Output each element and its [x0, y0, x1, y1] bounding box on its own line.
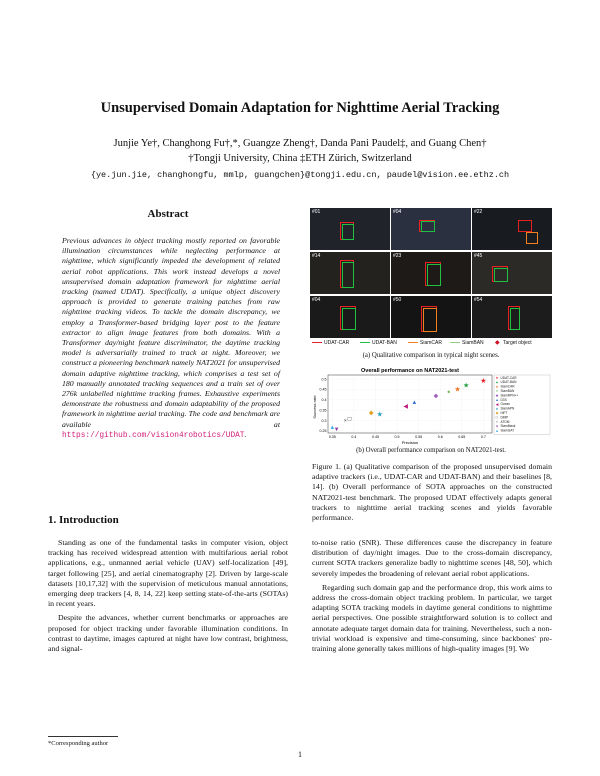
legend-marker: ◆ [495, 393, 499, 398]
frame-label: #50 [393, 297, 402, 303]
frame-tile [310, 296, 390, 338]
frame-label: #22 [474, 209, 483, 215]
frame-label: #04 [393, 209, 402, 215]
page-number: 1 [298, 750, 302, 759]
legend-marker: ▲ [495, 398, 499, 402]
scatter-plot [312, 365, 552, 445]
legend-marker: ◆ [495, 411, 499, 416]
x-axis-label: Precision [401, 440, 419, 445]
code-link[interactable]: https://github.com/vision4robotics/UDAT [62, 431, 245, 440]
x-tick-label: 0.4 [351, 435, 357, 439]
frame-tile [391, 296, 471, 338]
legend-entry: D3S [500, 397, 507, 402]
legend-swatch [450, 342, 460, 343]
frame-tile [472, 252, 552, 294]
frame-label: #23 [393, 253, 402, 259]
legend-label: SiamBAN [462, 340, 484, 346]
legend-entry: SiamAPN [500, 406, 515, 411]
legend-marker: ★ [495, 406, 499, 411]
abstract-body: Previous advances in object tracking mostly reported on favorable illumination circumstances while neglecting performance at nighttime, which significantly impeded the development of related aerial robot applications. This work instead develops a novel unsupervised domain adaptation framework for nighttime aerial tracking (named UDAT). Specifically, a unique object discovery approach is provided to generate training patches from raw nighttime tracking videos. To tackle the domain discrepancy, we employ a Transformer-based bridging layer post to the feature extractor to align image features from both domains. With a Transformer day/night feature discriminator, the daytime tracking model is adversarially trained to track at night. Moreover, we construct a pioneering benchmark namely NAT2021 for unsupervised domain adaptive nighttime tracking, which comprises a test set of 180 manually annotated tracking sequences and a train set of over 276k unlabelled nighttime tracking frames. Exhaustive experiments demonstrate the robustness and domain adaptability of the proposed framework in nighttime aerial tracking. The code and benchmark are available at https://github.com/vision4robotics/UDAT. [62, 236, 280, 440]
introduction-right-column [312, 538, 552, 658]
legend-entry: UDAT-CAR [500, 375, 517, 380]
figure-1-caption: Figure 1. (a) Qualitative comparison of the proposed unsupervised domain adaptive trackers (i.e., UDAT-CAR and UDAT-BAN) and their baselines [8, 14]. (b) Overall performance of SOTA approaches on the constructed NAT2021-test benchmark. The proposed UDAT effectively adapts general trackers to nighttime aerial tracking scenes and yields favorable performance. [312, 462, 552, 523]
legend-marker: ★ [495, 376, 499, 380]
y-tick-label: 0.45 [319, 387, 327, 392]
legend-marker: □ [495, 415, 499, 420]
intro-paragraph-4: Regarding such domain gap and the performance drop, this work aims to address the cross-domain object tracking problem. In particular, we target adapting SOTA tracking models in daytime general conditions to nighttime aerial perspectives. One possible straightforward solution is to collect and annotate adequate target domain data for training. Nevertheless, such a non-trivial workload is expensive and time-consuming, since backbones' pre-training alone generally takes millions of high-quality images [9]. We [312, 582, 552, 654]
legend-label: UDAT-CAR [324, 340, 350, 346]
data-point: ★ [376, 410, 383, 419]
legend-entry: SiamCAR [500, 384, 515, 389]
abstract-text: Previous advances in object tracking mostly reported on favorable illumination circumstances while neglecting performance at nighttime, which significantly impeded the development of related aerial robot applications. This work instead develops a novel unsupervised domain adaptation framework for nighttime aerial tracking (named UDAT). Specifically, a unique object discovery approach is provided to generate training patches from raw nighttime tracking videos. To tackle the domain discrepancy, we employ a Transformer-based bridging layer post to the feature extractor to align image features from both domains. With a Transformer day/night feature discriminator, the daytime tracking model is adversarially trained to track at night. Moreover, we construct a pioneering benchmark namely NAT2021 for unsupervised domain adaptive nighttime tracking, which comprises a test set of 180 manually annotated tracking sequences and a train set of over 276k unlabelled nighttime tracking frames. Exhaustive experiments demonstrate the robustness and domain adaptability of the proposed framework in nighttime aerial tracking. The code and benchmark are available at [62, 236, 280, 429]
legend-marker: ◀ [495, 402, 499, 407]
frame-tile [391, 208, 471, 250]
x-tick-label: 0.7 [480, 435, 486, 439]
legend-marker: ★ [495, 384, 499, 389]
performance-chart [312, 365, 552, 445]
x-tick-label: 0.65 [458, 435, 466, 439]
legend-marker: ▼ [495, 424, 499, 429]
frame-label: #04 [312, 297, 321, 303]
affiliations: †Tongji University, China ‡ETH Zürich, Switzerland [188, 153, 412, 164]
frame-tile [310, 208, 390, 250]
x-tick-label: 0.5 [394, 435, 400, 439]
legend-label: Target object [503, 340, 532, 346]
legend-marker: × [495, 420, 499, 424]
legend-entry: UDAT-BAN [500, 380, 517, 385]
legend-entry: SiamGAT [500, 428, 515, 433]
x-tick-label: 0.55 [415, 435, 423, 439]
y-tick-label: 0.25 [319, 429, 327, 434]
frame-label: #45 [474, 253, 483, 259]
subcaption-b: (b) Overall performance comparison on NAT2021-test. [356, 447, 506, 454]
frame-label: #54 [474, 297, 483, 303]
intro-paragraph-3: to-noise ratio (SNR). These differences cause the discrepancy in feature distribution of day/night images. Due to the cross-domain discrepancy, current SOTA trackers generalize badly to nighttime scenes [48, 50], which severely impedes the broadening of relevant aerial robot applications. [312, 538, 552, 578]
legend-entry: DiMP [500, 415, 509, 420]
legend-entry: SiamMask [500, 424, 516, 429]
y-tick-label: 0.3 [321, 418, 327, 423]
legend-swatch [408, 342, 418, 343]
data-point: ● [447, 389, 451, 396]
legend-swatch [360, 342, 370, 343]
data-point: × [343, 418, 347, 425]
data-point: ★ [454, 385, 461, 394]
data-point: ▲ [329, 424, 336, 431]
data-point: ▼ [333, 426, 340, 433]
abstract-heading: Abstract [147, 208, 189, 220]
chart-title: Overall performance on NAT2021-test [360, 368, 460, 374]
y-tick-label: 0.35 [319, 408, 327, 413]
legend-entry: SiamBAN [500, 389, 515, 393]
data-point: ★ [462, 381, 470, 390]
footnote-divider [48, 736, 118, 737]
y-tick-label: 0.5 [321, 377, 327, 382]
data-point: ◆ [368, 410, 374, 417]
x-tick-label: 0.45 [371, 435, 379, 439]
y-tick-label: 0.4 [321, 398, 327, 403]
legend-label: SiamCAR [420, 340, 442, 346]
intro-paragraph-1: Standing as one of the fundamental tasks in computer vision, object tracking has received widespread attention with multifarious aerial robot applications, e.g., unmanned aerial vehicle (UAV) self-localization [49], target following [25], and aerial cinematography [2]. Driven by large-scale datasets [10,17,32] with the supervision of meticulous manual annotations, emerging deep trackers [4, 8, 14, 22] keep setting state-of-the-arts (SOTAs) in recent years. [48, 538, 288, 609]
legend-entry: Ocean [500, 402, 510, 407]
data-point: ▲ [411, 399, 418, 406]
intro-paragraph-2: Despite the advances, whether current benchmarks or approaches are proposed for object tracking under favorable illumination conditions. In contrast to daytime, images captured at night have low contrast, brightness, and signal- [48, 613, 288, 654]
legend-marker: ★ [495, 380, 499, 385]
footnote: *Corresponding author [48, 740, 109, 747]
frame-tile [472, 296, 552, 338]
frame-tile [391, 252, 471, 294]
qualitative-frames-grid [310, 208, 552, 338]
author-emails: {ye.jun.jie, changhongfu, mmlp, guangchen}@tongji.edu.cn, paudel@vision.ee.ethz.ch [90, 170, 510, 180]
x-tick-label: 0.35 [328, 435, 336, 439]
frame-tile [310, 252, 390, 294]
data-point: □ [347, 416, 352, 423]
legend-entry: SiamRPN++ [500, 393, 519, 398]
frame-tile [472, 208, 552, 250]
frames-legend [310, 340, 552, 350]
legend-entry: ATOM [500, 419, 510, 424]
frame-label: #01 [312, 209, 321, 215]
introduction-left-column [48, 538, 288, 658]
legend-marker: ▲ [495, 428, 499, 433]
data-point: ◆ [433, 393, 439, 400]
data-point: ★ [480, 377, 487, 386]
subcaption-a: (a) Qualitative comparison in typical night scenes. [362, 352, 500, 359]
legend-label: UDAT-BAN [372, 340, 397, 346]
section-heading-introduction: 1. Introduction [48, 514, 119, 526]
legend-marker: ● [495, 389, 499, 394]
legend-entry: HiFT [500, 411, 508, 415]
author-list: Junjie Ye†, Changhong Fu†,*, Guangze Zheng†, Danda Pani Paudel‡, and Guang Chen† [113, 138, 487, 149]
paper-title: Unsupervised Domain Adaptation for Nighttime Aerial Tracking [100, 100, 500, 116]
frame-label: #14 [312, 253, 321, 259]
data-point: ◀ [403, 404, 408, 411]
y-axis-label: Success rate [312, 395, 317, 419]
target-marker-icon: ◆ [495, 340, 500, 346]
x-tick-label: 0.6 [437, 435, 443, 439]
legend-swatch [312, 342, 322, 343]
